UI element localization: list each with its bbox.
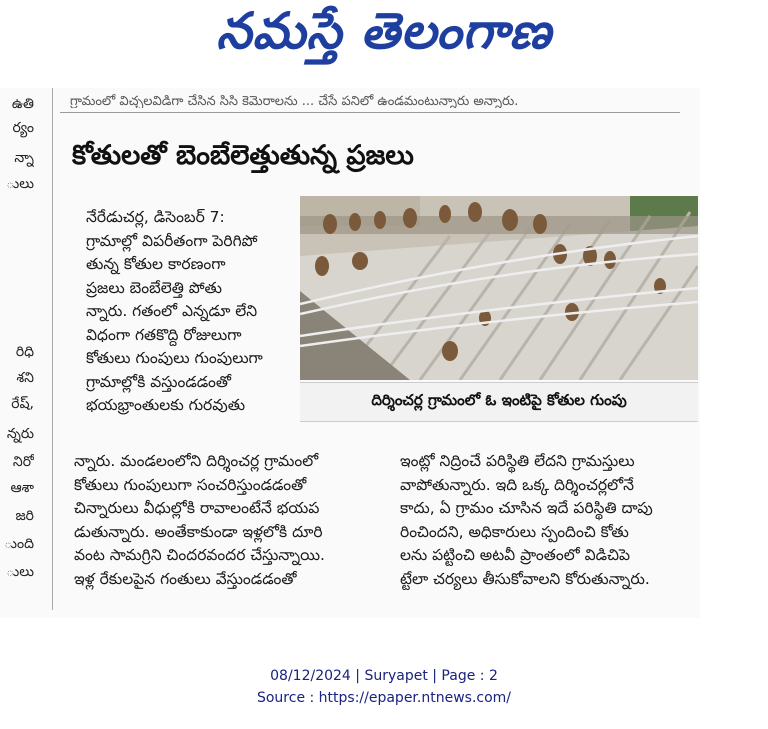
- left-column-fragments: [0, 88, 40, 618]
- edition-info: 08/12/2024 | Suryapet | Page : 2: [270, 668, 498, 684]
- text-line: రించిందని, అధికారులు స్పందించి కోతు: [400, 522, 629, 541]
- text-line: ఇళ్ల రేకులపైన గంతులు వేస్తుండడంతో: [74, 569, 297, 588]
- article-column-c: [400, 450, 700, 591]
- newspaper-title: నమస్తే తెలంగాణ: [216, 1, 552, 60]
- left-fragment: ులు: [6, 564, 34, 580]
- article-column-b: [74, 450, 374, 591]
- source-link[interactable]: Source : https://epaper.ntnews.com/: [256, 690, 512, 706]
- article-headline: కోతులతో బెంబేలెత్తుతున్న ప్రజలు: [72, 140, 414, 171]
- left-fragment: శని: [16, 370, 34, 386]
- left-fragment: న్నరు: [6, 426, 34, 442]
- left-fragment: ర్యం: [12, 120, 34, 136]
- text-line: నేరేడుచర్ల, డిసెంబర్ 7:: [86, 208, 225, 226]
- left-fragment: ఆశా: [10, 480, 34, 496]
- left-fragment: జరి: [15, 508, 34, 524]
- newspaper-clipping: [0, 88, 700, 618]
- text-line: కోతులు గుంపులు గుంపులుగా: [86, 349, 263, 367]
- text-line: కోతులు గుంపులుగా సంచరిస్తుండడంతో: [74, 475, 307, 494]
- text-line: డుతున్నారు. అంతేకాకుండా ఇళ్లలోకి దూరి: [74, 522, 323, 541]
- photo-caption: దిర్శించర్ల గ్రామంలో ఓ ఇంటిపై కోతుల గుంపు: [371, 391, 627, 409]
- column-divider: [52, 88, 53, 610]
- left-fragment: న్నా: [14, 150, 34, 166]
- top-divider: [60, 112, 680, 113]
- monkeys-on-roof-photo: [300, 196, 698, 380]
- text-line: ట్టేలా చర్యలు తీసుకోవాలని కోరుతున్నారు.: [400, 569, 650, 588]
- left-fragment: ులు: [6, 176, 34, 192]
- left-fragment: ుంది: [4, 536, 34, 552]
- text-line: ప్రజలు బెంబేలెత్తి పోతు: [86, 278, 222, 297]
- photo-caption-box: [300, 382, 698, 422]
- text-line: వాపోతున్నారు. ఇది ఒక్క దిర్శించర్లలోనే: [400, 475, 634, 494]
- text-line: న్నారు. మండలంలోని దిర్శించర్ల గ్రామంలో: [74, 452, 319, 470]
- left-fragment: నిరో: [12, 454, 34, 470]
- text-line: న్నారు. గతంలో ఎన్నడూ లేని: [86, 302, 258, 320]
- article-column-a: [86, 206, 280, 418]
- source-footer: [0, 665, 768, 709]
- text-line: కాదు, ఏ గ్రామం చూసిన ఇదే పరిస్థితి దాపు: [400, 499, 653, 517]
- text-line: చిన్నారులు వీధుల్లోకి రావాలంటేనే భయప: [74, 499, 320, 517]
- text-line: వంట సామగ్రిని చిందరవందర చేస్తున్నాయి.: [74, 546, 325, 564]
- text-line: లను పట్టించి అటవీ ప్రాంతంలో విడిచిపె: [400, 546, 630, 564]
- left-fragment: రేష్,: [11, 396, 34, 412]
- text-line: భయభ్రాంతులకు గురవుతు: [86, 396, 246, 414]
- text-line: తున్న కోతుల కారణంగా: [86, 255, 226, 273]
- left-fragment: ఉతి: [11, 96, 34, 112]
- masthead: [0, 1, 768, 70]
- text-line: విధంగా గతకొద్ది రోజులుగా: [86, 325, 242, 344]
- text-line: గ్రామాల్లో విపరీతంగా పెరిగిపో: [86, 231, 258, 250]
- cut-line-top: గ్రామంలో విచ్చలవిడిగా చేసిన సిసి కెమెరాలను ... చేసే పనిలో ఉండమంటున్నారు అన్నారు.: [70, 94, 519, 108]
- text-line: గ్రామాల్లోకి వస్తుండడంతో: [86, 372, 232, 391]
- left-fragment: రిధి: [15, 344, 34, 360]
- text-line: ఇంట్లో నిద్రించే పరిస్థితి లేదని గ్రామస్తులు: [400, 452, 635, 470]
